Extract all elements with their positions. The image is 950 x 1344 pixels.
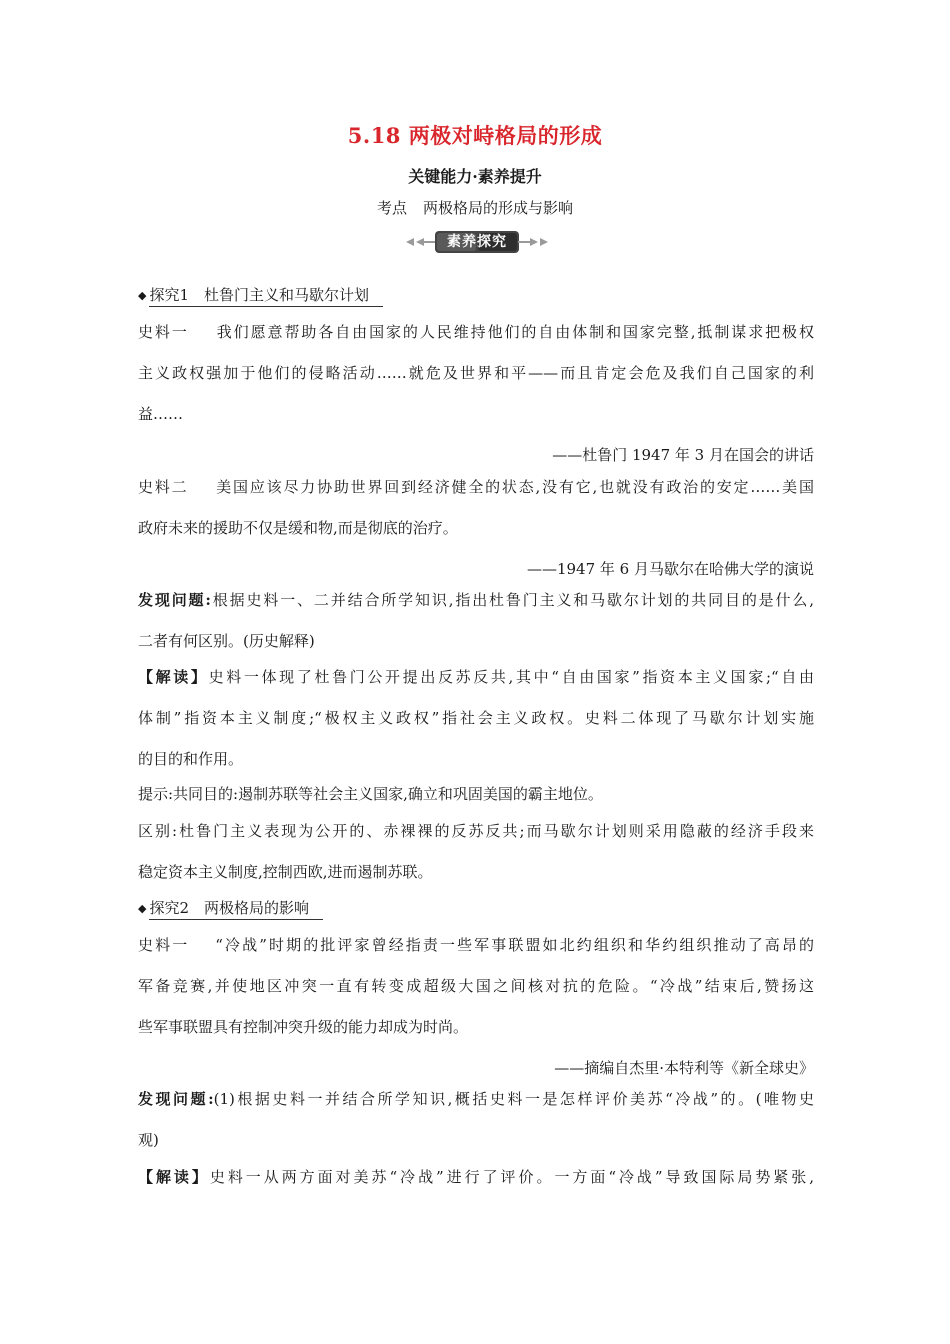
source-line: 史料一 我们愿意帮助各自由国家的人民维持他们的自由体制和国家完整,抵制谋求把极权	[138, 323, 814, 341]
inquiry-1-heading: ◆ 探究1 杜鲁门主义和马歇尔计划	[138, 284, 383, 305]
source-label: 史料一	[138, 323, 189, 341]
inquiry-2-source-1	[138, 925, 814, 1089]
inquiry-1-question: 发现问题:根据史料一、二并结合所学知识,指出杜鲁门主义和马歇尔计划的共同目的是什么, 二者有何区别。(历史解释)	[138, 591, 814, 650]
question-label: 发现问题:	[138, 591, 211, 609]
inquiry-2-question: 发现问题:(1)根据史料一并结合所学知识,概括史料一是怎样评价美苏“冷战”的。(唯物史 观)	[138, 1090, 814, 1149]
source-line: 史料二 美国应该尽力协助世界回到经济健全的状态,没有它,也就没有政治的安定……美国	[138, 478, 814, 496]
inquiry-badge	[402, 227, 552, 257]
section-subtitle: 关键能力·素养提升	[408, 167, 542, 186]
analysis-label: 【解读】	[138, 668, 209, 686]
source-label: 史料二	[138, 478, 189, 496]
source-line: 主义政权强加于他们的侵略活动……就危及世界和平——而且肯定会危及我们自己国家的利	[138, 364, 814, 382]
analysis-label: 【解读】	[138, 1168, 210, 1186]
inquiry-1-source-1	[138, 312, 814, 476]
source-citation: ——1947 年 6 月马歇尔在哈佛大学的演说	[526, 560, 814, 578]
source-citation: ——杜鲁门 1947 年 3 月在国会的讲话	[552, 446, 814, 464]
source-label: 史料一	[138, 936, 190, 954]
inquiry-2-analysis: 【解读】史料一从两方面对美苏“冷战”进行了评价。一方面“冷战”导致国际局势紧张,	[138, 1168, 814, 1186]
hint-line: 提示:共同目的:遏制苏联等社会主义国家,确立和巩固美国的霸主地位。	[138, 785, 603, 803]
inquiry-1-hint	[138, 774, 814, 893]
topic-label: 考点	[376, 199, 407, 217]
difference-line: 稳定资本主义制度,控制西欧,进而遏制苏联。	[138, 863, 433, 881]
topic-line	[0, 197, 950, 218]
question-label: 发现问题:	[138, 1090, 214, 1108]
difference-line: 区别:杜鲁门主义表现为公开的、赤裸裸的反苏反共;而马歇尔计划则采用隐蔽的经济手段来	[138, 822, 814, 840]
badge-label: 素养探究	[447, 234, 507, 250]
source-line: 军备竞赛,并使地区冲突一直有转变成超级大国之间核对抗的危险。“冷战”结束后,赞扬这	[138, 977, 814, 995]
source-line: 益……	[138, 405, 184, 423]
diamond-bullet-icon: ◆	[138, 289, 147, 302]
inquiry-2-heading: ◆ 探究2 两极格局的影响	[138, 897, 323, 918]
source-line: 些军事联盟具有控制冲突升级的能力却成为时尚。	[138, 1018, 469, 1036]
inquiry-1-analysis: 【解读】史料一体现了杜鲁门公开提出反苏反共,其中“自由国家”指资本主义国家;“自由 体制”指资本主义制度;“极权主义政权”指社会主义政权。史料二体现了马歇尔计划实施 的目的和作用。	[138, 668, 814, 768]
source-line: 政府未来的援助不仅是缓和物,而是彻底的治疗。	[138, 519, 458, 537]
inquiry-1-source-2	[138, 467, 814, 590]
source-line: 史料一 “冷战”时期的批评家曾经指责一些军事联盟如北约组织和华约组织推动了高昂的	[138, 936, 814, 954]
topic-text: 两极格局的形成与影响	[423, 199, 574, 217]
source-citation: ——摘编自杰里·本特利等《新全球史》	[554, 1059, 814, 1077]
page-title: 5.18 两极对峙格局的形成	[347, 123, 603, 148]
diamond-bullet-icon: ◆	[138, 902, 147, 915]
